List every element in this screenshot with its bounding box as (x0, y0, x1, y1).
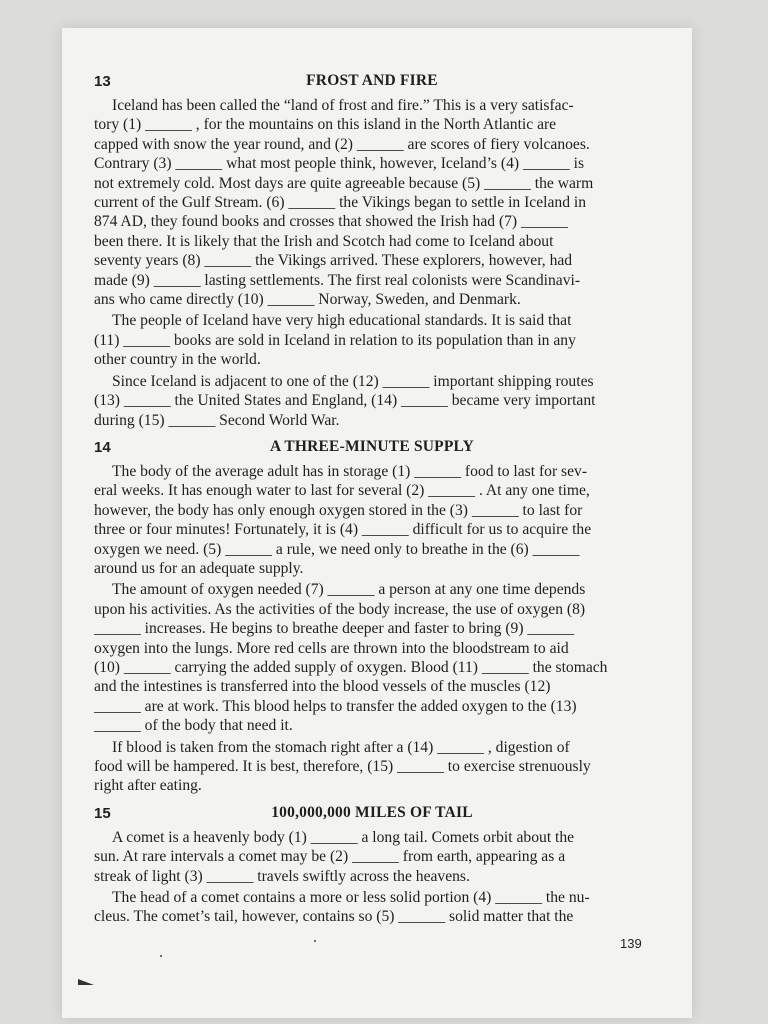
text-line: The head of a comet contains a more or less solid portion (4) ______ the nu- (112, 889, 590, 907)
paragraph (94, 372, 650, 430)
text-line: ______ of the body that need it. (94, 717, 293, 735)
page-corner-mark (78, 977, 96, 987)
section-header (94, 70, 650, 94)
text-line: 874 AD, they found books and crosses that showed the Irish had (7) ______ (94, 213, 568, 231)
text-line: around us for an adequate supply. (94, 559, 304, 577)
text-line: Since Iceland is adjacent to one of the (12) ______ important shipping routes (112, 372, 594, 390)
text-line: streak of light (3) ______ travels swiftly across the heavens. (94, 867, 470, 885)
text-line: however, the body has only enough oxygen stored in the (3) ______ to last for (94, 501, 583, 519)
speck (314, 940, 316, 942)
text-line: The amount of oxygen needed (7) ______ a person at any one time depends (112, 581, 586, 599)
text-line: food will be hampered. It is best, therefore, (15) ______ to exercise strenuously (94, 758, 591, 775)
text-line: ______ are at work. This blood helps to transfer the added oxygen to the (13) (94, 697, 577, 715)
section-title: 100,000,000 MILES OF TAIL (271, 803, 473, 821)
text-line: capped with snow the year round, and (2) ______ are scores of fiery volcanoes. (94, 135, 590, 153)
text-line: other country in the world. (94, 351, 261, 369)
text-line: right after eating. (94, 777, 202, 795)
section-header (94, 436, 650, 460)
text-line: oxygen into the lungs. More red cells are thrown into the bloodstream to aid (94, 639, 569, 657)
text-line: seventy years (8) ______ the Vikings arrived. These explorers, however, had (94, 252, 573, 270)
paragraph (94, 738, 650, 796)
section-13 (94, 70, 650, 430)
section-title: A THREE-MINUTE SUPPLY (269, 437, 475, 455)
section-header (94, 802, 650, 826)
text-line: (11) ______ books are sold in Iceland in relation to its population than in any (94, 331, 576, 349)
section-number: 15 (94, 804, 111, 822)
text-line: during (15) ______ Second World War. (94, 411, 340, 429)
text-line: oxygen we need. (5) ______ a rule, we need only to breathe in the (6) ______ (94, 540, 580, 558)
section-title: FROST AND FIRE (306, 72, 438, 89)
paragraph (94, 462, 650, 578)
section-number: 13 (94, 73, 111, 90)
text-line: upon his activities. As the activities of the body increase, the use of oxygen (8) (94, 600, 586, 618)
text-line: Iceland has been called the “land of frost and fire.” This is a very satisfac- (112, 97, 574, 114)
paragraph (94, 888, 650, 927)
text-line: If blood is taken from the stomach right after a (14) ______ , digestion of (112, 738, 570, 756)
text-line: current of the Gulf Stream. (6) ______ the Vikings began to settle in Iceland in (94, 194, 587, 212)
paragraph (94, 311, 650, 369)
text-line: Contrary (3) ______ what most people think, however, Iceland’s (4) ______ is (94, 155, 585, 173)
paragraph (94, 580, 650, 735)
page-content (94, 70, 650, 929)
text-line: made (9) ______ lasting settlements. The first real colonists were Scandinavi- (94, 271, 581, 289)
speck (160, 955, 162, 957)
paragraph (94, 828, 650, 886)
text-line: three or four minutes! Fortunately, it is (4) ______ difficult for us to acquire the (94, 521, 592, 539)
text-line: ______ increases. He begins to breathe deeper and faster to bring (9) ______ (94, 620, 575, 638)
page-number: 139 (620, 936, 642, 951)
text-line: not extremely cold. Most days are quite agreeable because (5) ______ the warm (94, 174, 594, 192)
text-line: ans who came directly (10) ______ Norway, Sweden, and Denmark. (94, 291, 521, 309)
text-line: (10) ______ carrying the added supply of oxygen. Blood (11) ______ the stomach (94, 658, 608, 676)
text-line: The body of the average adult has in storage (1) ______ food to last for sev- (112, 462, 588, 480)
section-14 (94, 436, 650, 796)
text-line: The people of Iceland have very high educational standards. It is said that (112, 312, 572, 330)
paragraph (94, 96, 650, 309)
section-number: 14 (94, 438, 111, 456)
text-line: tory (1) ______ , for the mountains on this island in the North Atlantic are (94, 116, 557, 134)
text-line: been there. It is likely that the Irish and Scotch had come to Iceland about (94, 232, 554, 250)
text-line: (13) ______ the United States and England, (14) ______ became very important (94, 392, 596, 410)
text-line: eral weeks. It has enough water to last for several (2) ______ . At any one time, (94, 482, 590, 500)
section-15 (94, 802, 650, 927)
text-line: sun. At rare intervals a comet may be (2) ______ from earth, appearing as a (94, 848, 566, 866)
text-line: and the intestines is transferred into the blood vessels of the muscles (12) (94, 678, 551, 696)
text-line: cleus. The comet’s tail, however, contains so (5) ______ solid matter that the (94, 908, 574, 926)
text-line: A comet is a heavenly body (1) ______ a long tail. Comets orbit about the (112, 828, 575, 846)
